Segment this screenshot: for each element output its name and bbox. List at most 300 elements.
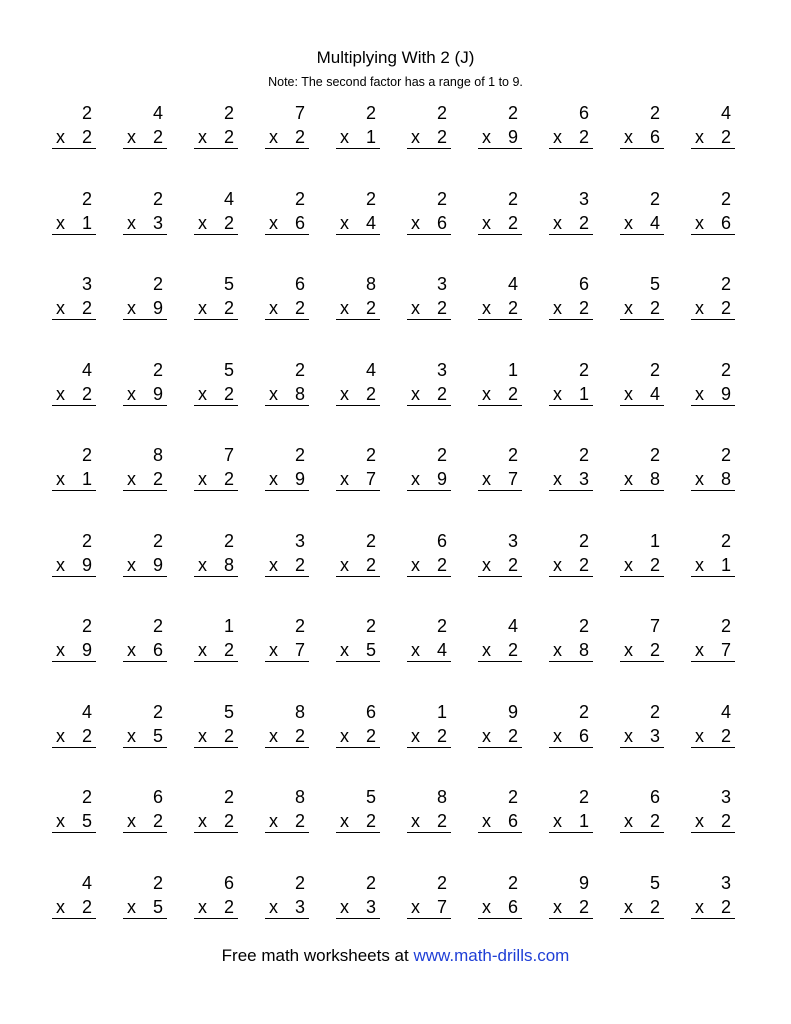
first-factor: 2 <box>649 188 660 209</box>
second-factor-line <box>407 639 451 662</box>
second-factor: 1 <box>81 212 92 233</box>
second-factor: 2 <box>223 383 234 404</box>
second-factor-line <box>691 725 735 748</box>
second-factor-line <box>691 810 735 833</box>
problem-item <box>265 102 309 162</box>
second-factor: 2 <box>223 469 234 489</box>
multiply-operator: x <box>553 469 562 489</box>
second-factor: 2 <box>223 896 234 917</box>
problem-item <box>478 444 522 504</box>
second-factor: 2 <box>507 554 518 575</box>
first-factor: 3 <box>507 530 518 551</box>
second-factor-line <box>478 383 522 406</box>
second-factor: 2 <box>365 298 376 318</box>
problem-item <box>478 102 522 162</box>
first-factor: 7 <box>649 616 660 636</box>
first-factor: 3 <box>578 188 589 209</box>
multiply-operator: x <box>624 469 633 489</box>
second-factor: 2 <box>720 896 731 917</box>
first-factor: 5 <box>649 872 660 893</box>
first-factor: 3 <box>720 787 731 807</box>
multiply-operator: x <box>411 725 420 746</box>
problem-item <box>478 701 522 761</box>
second-factor: 4 <box>649 212 660 233</box>
first-factor: 6 <box>578 103 589 123</box>
first-factor: 2 <box>578 445 589 465</box>
first-factor: 5 <box>223 274 234 294</box>
multiply-operator: x <box>56 725 65 746</box>
problem-item <box>549 102 593 162</box>
multiply-operator: x <box>482 811 491 831</box>
problem-item <box>336 530 380 590</box>
problem-item <box>336 615 380 675</box>
multiply-operator: x <box>624 896 633 917</box>
multiply-operator: x <box>269 725 278 746</box>
second-factor: 3 <box>152 212 163 233</box>
second-factor: 5 <box>152 896 163 917</box>
second-factor: 7 <box>365 469 376 489</box>
second-factor: 2 <box>223 725 234 746</box>
second-factor: 2 <box>81 383 92 404</box>
problem-item <box>407 701 451 761</box>
multiply-operator: x <box>127 469 136 489</box>
second-factor: 6 <box>152 640 163 660</box>
second-factor: 2 <box>578 896 589 917</box>
second-factor-line <box>407 554 451 577</box>
problem-grid <box>52 102 740 917</box>
first-factor: 2 <box>294 188 305 209</box>
first-factor: 2 <box>507 188 518 209</box>
problem-item <box>620 786 664 846</box>
second-factor-line <box>691 896 735 919</box>
multiply-operator: x <box>411 811 420 831</box>
multiply-operator: x <box>56 298 65 318</box>
second-factor: 8 <box>223 554 234 575</box>
problem-item <box>691 872 735 932</box>
multiply-operator: x <box>127 896 136 917</box>
problem-item <box>478 273 522 333</box>
problem-item <box>620 188 664 248</box>
first-factor: 8 <box>365 274 376 294</box>
second-factor-line <box>52 126 96 149</box>
multiply-operator: x <box>695 469 704 489</box>
problem-item <box>123 615 167 675</box>
multiply-operator: x <box>127 640 136 660</box>
multiply-operator: x <box>127 811 136 831</box>
first-factor: 4 <box>720 701 731 722</box>
multiply-operator: x <box>624 127 633 147</box>
first-factor: 2 <box>152 274 163 294</box>
first-factor: 6 <box>152 787 163 807</box>
second-factor: 2 <box>81 896 92 917</box>
first-factor: 4 <box>720 103 731 123</box>
second-factor-line <box>407 468 451 491</box>
second-factor-line <box>336 639 380 662</box>
first-factor: 6 <box>294 274 305 294</box>
problem-item <box>620 273 664 333</box>
multiply-operator: x <box>695 811 704 831</box>
problem-item <box>52 359 96 419</box>
second-factor: 6 <box>649 127 660 147</box>
second-factor: 7 <box>294 640 305 660</box>
problem-item <box>123 701 167 761</box>
second-factor-line <box>691 383 735 406</box>
footer-link[interactable]: www.math-drills.com <box>413 946 570 965</box>
first-factor: 2 <box>81 103 92 123</box>
first-factor: 2 <box>436 103 447 123</box>
second-factor-line <box>123 468 167 491</box>
second-factor: 9 <box>720 383 731 404</box>
first-factor: 2 <box>507 787 518 807</box>
second-factor-line <box>620 212 664 235</box>
second-factor-line <box>265 383 309 406</box>
problem-item <box>265 444 309 504</box>
multiply-operator: x <box>198 298 207 318</box>
second-factor-line <box>620 810 664 833</box>
multiply-operator: x <box>198 725 207 746</box>
problem-item <box>549 444 593 504</box>
first-factor: 4 <box>223 188 234 209</box>
multiply-operator: x <box>269 469 278 489</box>
second-factor: 2 <box>223 127 234 147</box>
second-factor-line <box>194 212 238 235</box>
multiply-operator: x <box>56 212 65 233</box>
multiply-operator: x <box>56 383 65 404</box>
second-factor-line <box>52 554 96 577</box>
first-factor: 2 <box>365 103 376 123</box>
second-factor-line <box>123 810 167 833</box>
multiply-operator: x <box>198 811 207 831</box>
second-factor: 4 <box>365 212 376 233</box>
second-factor-line <box>194 639 238 662</box>
multiply-operator: x <box>482 298 491 318</box>
problem-item <box>336 359 380 419</box>
first-factor: 2 <box>507 445 518 465</box>
multiply-operator: x <box>340 212 349 233</box>
second-factor: 2 <box>436 554 447 575</box>
second-factor: 2 <box>223 640 234 660</box>
second-factor-line <box>336 297 380 320</box>
second-factor: 6 <box>436 212 447 233</box>
second-factor: 2 <box>720 298 731 318</box>
second-factor: 2 <box>294 298 305 318</box>
multiply-operator: x <box>56 469 65 489</box>
first-factor: 3 <box>81 274 92 294</box>
problem-item <box>123 102 167 162</box>
second-factor-line <box>265 554 309 577</box>
second-factor-line <box>549 383 593 406</box>
first-factor: 2 <box>152 701 163 722</box>
worksheet-note: Note: The second factor has a range of 1 to 9. <box>268 75 523 89</box>
second-factor-line <box>336 212 380 235</box>
second-factor-line <box>194 468 238 491</box>
second-factor: 2 <box>436 725 447 746</box>
second-factor: 9 <box>436 469 447 489</box>
second-factor: 6 <box>294 212 305 233</box>
second-factor: 9 <box>152 383 163 404</box>
multiply-operator: x <box>695 383 704 404</box>
problem-item <box>407 786 451 846</box>
multiply-operator: x <box>411 212 420 233</box>
first-factor: 1 <box>649 530 660 551</box>
second-factor-line <box>123 896 167 919</box>
second-factor: 2 <box>81 298 92 318</box>
problem-item <box>549 273 593 333</box>
multiply-operator: x <box>269 554 278 575</box>
multiply-operator: x <box>127 383 136 404</box>
second-factor-line <box>691 126 735 149</box>
second-factor: 2 <box>720 127 731 147</box>
first-factor: 2 <box>720 445 731 465</box>
second-factor-line <box>407 725 451 748</box>
second-factor-line <box>265 810 309 833</box>
multiply-operator: x <box>198 383 207 404</box>
second-factor: 2 <box>365 554 376 575</box>
problem-item <box>336 273 380 333</box>
multiply-operator: x <box>340 383 349 404</box>
second-factor-line <box>691 297 735 320</box>
second-factor-line <box>407 212 451 235</box>
multiply-operator: x <box>56 127 65 147</box>
problem-item <box>265 615 309 675</box>
problem-item <box>123 359 167 419</box>
problem-item <box>52 444 96 504</box>
second-factor: 2 <box>649 811 660 831</box>
second-factor-line <box>549 297 593 320</box>
multiply-operator: x <box>695 127 704 147</box>
multiply-operator: x <box>553 725 562 746</box>
first-factor: 2 <box>294 445 305 465</box>
second-factor: 2 <box>152 469 163 489</box>
first-factor: 2 <box>720 188 731 209</box>
problem-item <box>123 530 167 590</box>
problem-item <box>336 188 380 248</box>
second-factor: 7 <box>720 640 731 660</box>
second-factor: 1 <box>365 127 376 147</box>
multiply-operator: x <box>695 640 704 660</box>
second-factor: 7 <box>436 896 447 917</box>
problem-item <box>691 102 735 162</box>
problem-item <box>123 444 167 504</box>
problem-item <box>123 872 167 932</box>
problem-item <box>691 615 735 675</box>
second-factor: 2 <box>578 127 589 147</box>
second-factor: 2 <box>81 127 92 147</box>
second-factor-line <box>407 896 451 919</box>
second-factor: 2 <box>152 127 163 147</box>
second-factor: 2 <box>294 554 305 575</box>
second-factor: 1 <box>578 811 589 831</box>
problem-item <box>123 786 167 846</box>
second-factor-line <box>265 297 309 320</box>
first-factor: 2 <box>720 274 731 294</box>
first-factor: 2 <box>578 616 589 636</box>
multiply-operator: x <box>198 127 207 147</box>
first-factor: 9 <box>578 872 589 893</box>
first-factor: 2 <box>152 872 163 893</box>
worksheet-title: Multiplying With 2 (J) <box>316 48 475 67</box>
second-factor-line <box>549 554 593 577</box>
second-factor-line <box>52 468 96 491</box>
second-factor-line <box>336 554 380 577</box>
problem-item <box>194 872 238 932</box>
first-factor: 4 <box>81 701 92 722</box>
multiply-operator: x <box>269 298 278 318</box>
first-factor: 6 <box>578 274 589 294</box>
first-factor: 2 <box>152 188 163 209</box>
problem-item <box>52 786 96 846</box>
second-factor: 2 <box>649 640 660 660</box>
first-factor: 2 <box>365 445 376 465</box>
second-factor: 3 <box>649 725 660 746</box>
second-factor: 2 <box>365 811 376 831</box>
problem-item <box>549 359 593 419</box>
first-factor: 3 <box>436 359 447 380</box>
multiply-operator: x <box>411 127 420 147</box>
second-factor: 2 <box>649 554 660 575</box>
multiply-operator: x <box>482 896 491 917</box>
first-factor: 4 <box>152 103 163 123</box>
second-factor-line <box>549 639 593 662</box>
second-factor-line <box>123 554 167 577</box>
second-factor: 4 <box>649 383 660 404</box>
multiply-operator: x <box>269 212 278 233</box>
second-factor: 9 <box>81 554 92 575</box>
first-factor: 9 <box>507 701 518 722</box>
first-factor: 5 <box>649 274 660 294</box>
multiply-operator: x <box>269 383 278 404</box>
multiply-operator: x <box>411 383 420 404</box>
multiply-operator: x <box>340 469 349 489</box>
multiply-operator: x <box>482 725 491 746</box>
problem-item <box>194 530 238 590</box>
first-factor: 2 <box>81 445 92 465</box>
first-factor: 4 <box>81 359 92 380</box>
second-factor-line <box>336 896 380 919</box>
second-factor: 2 <box>507 298 518 318</box>
second-factor: 2 <box>294 725 305 746</box>
problem-item <box>336 102 380 162</box>
problem-item <box>620 444 664 504</box>
first-factor: 2 <box>649 103 660 123</box>
problem-item <box>265 188 309 248</box>
second-factor-line <box>407 297 451 320</box>
second-factor: 3 <box>365 896 376 917</box>
second-factor-line <box>478 896 522 919</box>
second-factor: 1 <box>578 383 589 404</box>
first-factor: 2 <box>81 616 92 636</box>
second-factor: 9 <box>81 640 92 660</box>
second-factor-line <box>336 468 380 491</box>
first-factor: 2 <box>436 872 447 893</box>
first-factor: 2 <box>649 701 660 722</box>
second-factor: 2 <box>223 298 234 318</box>
problem-item <box>52 615 96 675</box>
multiply-operator: x <box>340 127 349 147</box>
multiply-operator: x <box>411 469 420 489</box>
problem-item <box>194 188 238 248</box>
second-factor-line <box>194 725 238 748</box>
second-factor-line <box>336 126 380 149</box>
first-factor: 2 <box>294 616 305 636</box>
multiply-operator: x <box>56 896 65 917</box>
second-factor-line <box>336 383 380 406</box>
problem-item <box>478 359 522 419</box>
first-factor: 7 <box>294 103 305 123</box>
multiply-operator: x <box>411 896 420 917</box>
second-factor-line <box>265 639 309 662</box>
first-factor: 2 <box>720 616 731 636</box>
second-factor: 2 <box>223 212 234 233</box>
second-factor-line <box>620 554 664 577</box>
problem-item <box>52 701 96 761</box>
second-factor: 6 <box>507 811 518 831</box>
problem-item <box>691 701 735 761</box>
second-factor-line <box>52 896 96 919</box>
first-factor: 3 <box>720 872 731 893</box>
first-factor: 2 <box>649 445 660 465</box>
second-factor: 3 <box>294 896 305 917</box>
problem-item <box>407 530 451 590</box>
multiply-operator: x <box>340 725 349 746</box>
problem-item <box>620 872 664 932</box>
second-factor-line <box>620 126 664 149</box>
second-factor: 2 <box>507 212 518 233</box>
second-factor: 2 <box>365 383 376 404</box>
problem-item <box>336 444 380 504</box>
second-factor-line <box>123 126 167 149</box>
problem-item <box>194 786 238 846</box>
problem-item <box>265 359 309 419</box>
multiply-operator: x <box>695 896 704 917</box>
first-factor: 6 <box>649 787 660 807</box>
multiply-operator: x <box>127 298 136 318</box>
multiply-operator: x <box>127 725 136 746</box>
multiply-operator: x <box>553 298 562 318</box>
second-factor: 2 <box>578 298 589 318</box>
multiply-operator: x <box>198 212 207 233</box>
second-factor: 9 <box>294 469 305 489</box>
second-factor-line <box>407 126 451 149</box>
first-factor: 2 <box>720 530 731 551</box>
first-factor: 2 <box>720 359 731 380</box>
second-factor-line <box>549 212 593 235</box>
problem-item <box>407 444 451 504</box>
problem-item <box>336 786 380 846</box>
first-factor: 2 <box>365 872 376 893</box>
multiply-operator: x <box>269 640 278 660</box>
multiply-operator: x <box>482 469 491 489</box>
second-factor: 6 <box>720 212 731 233</box>
second-factor: 2 <box>223 811 234 831</box>
problem-item <box>549 872 593 932</box>
multiply-operator: x <box>624 383 633 404</box>
multiply-operator: x <box>340 554 349 575</box>
second-factor: 9 <box>152 298 163 318</box>
first-factor: 2 <box>365 616 376 636</box>
multiply-operator: x <box>553 212 562 233</box>
problem-item <box>407 359 451 419</box>
second-factor-line <box>52 639 96 662</box>
problem-item <box>691 786 735 846</box>
multiply-operator: x <box>56 640 65 660</box>
second-factor-line <box>478 126 522 149</box>
second-factor-line <box>549 810 593 833</box>
multiply-operator: x <box>127 554 136 575</box>
second-factor-line <box>691 468 735 491</box>
first-factor: 5 <box>365 787 376 807</box>
second-factor-line <box>691 212 735 235</box>
